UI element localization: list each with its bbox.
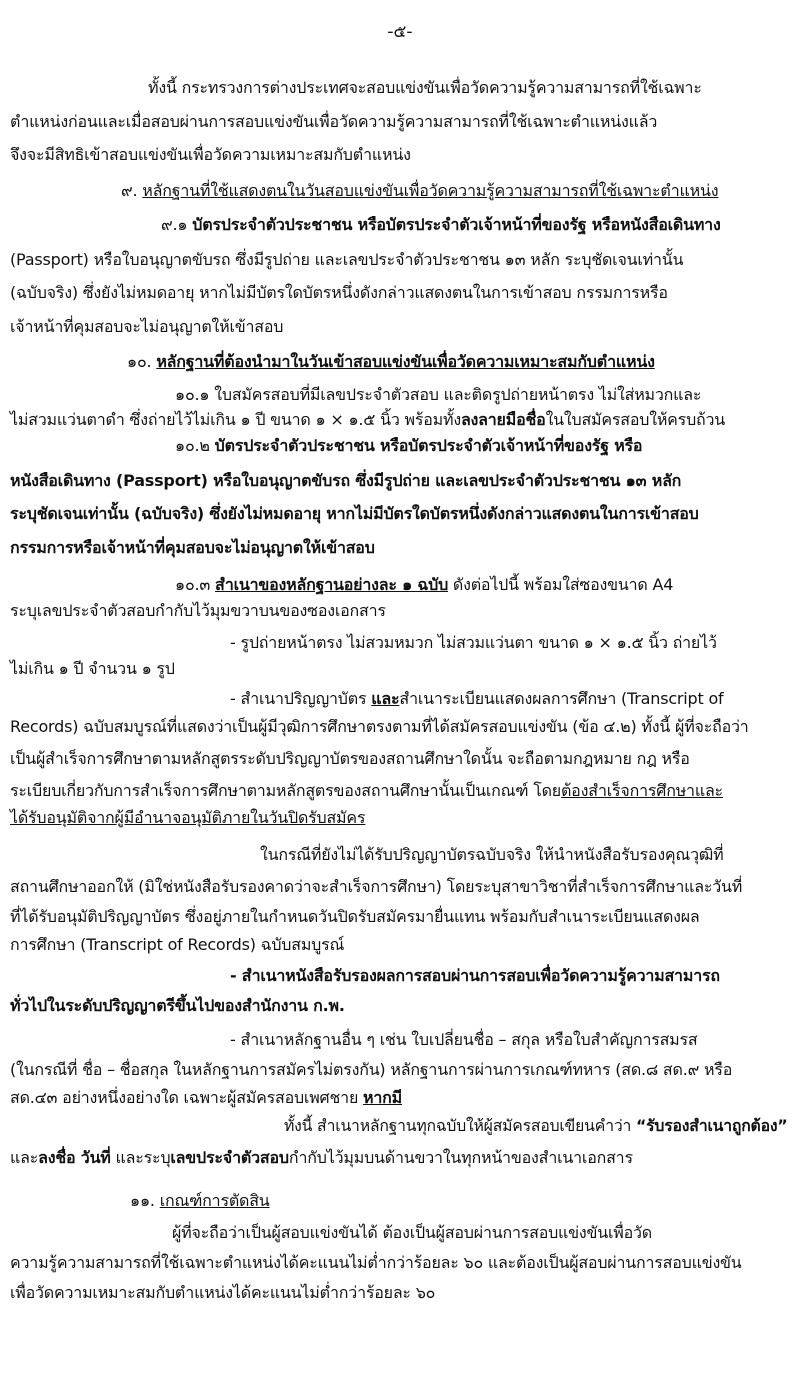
section10-item2-line: ระบุชัดเจนเท่านั้น (ฉบับจริง) ซึ่งยังไม่หมดอายุ หากไม่มีบัตรใดบัตรหนึ่งดังกล่าวแสดงตนในการเข้าสอบ — [10, 504, 699, 523]
intro-line: ทั้งนี้ กระทรวงการต่างประเทศจะสอบแข่งขันเพื่อวัดความรู้ความสามารถที่ใช้เฉพาะ — [148, 78, 702, 97]
certificate-line: สถานศึกษาออกให้ (มิใช่หนังสือรับรองคาดว่าจะสำเร็จการศึกษา) โดยระบุสาขาวิชาที่สำเร็จการศึกษาและวันที่ — [10, 877, 743, 896]
section11-line: เพื่อวัดความเหมาะสมกับตำแหน่งได้คะแนนไม่ต่ำกว่าร้อยละ ๖๐ — [10, 1283, 436, 1302]
section10-item1-number: ๑๐.๑ — [175, 385, 210, 404]
section10-item3 — [175, 574, 673, 596]
text-run: สำเนาระเบียนแสดงผลการศึกษา (Transcript of — [399, 689, 724, 708]
section9-title: หลักฐานที่ใช้แสดงตนในวันสอบแข่งขันเพื่อวัดความรู้ความสามารถที่ใช้เฉพาะตำแหน่ง — [142, 181, 719, 200]
intro-line: จึงจะมีสิทธิเข้าสอบแข่งขันเพื่อวัดความเหมาะสมกับตำแหน่ง — [10, 145, 411, 164]
ocsc-certificate-line2: ทั่วไปในระดับปริญญาตรีขึ้นไปของสำนักงาน ก.พ. — [10, 996, 345, 1015]
text-run: ในใบสมัครสอบให้ครบถ้วน — [545, 410, 726, 429]
section9-heading — [121, 180, 718, 202]
bold-run: ลงลายมือชื่อ — [460, 410, 546, 429]
certify-copy-line2 — [10, 1147, 633, 1169]
section10-title: หลักฐานที่ต้องนำมาในวันเข้าสอบแข่งขันเพื่อวัดความเหมาะสมกับตำแหน่ง — [156, 352, 655, 371]
section9-line: (ฉบับจริง) ซึ่งยังไม่หมดอายุ หากไม่มีบัตรใดบัตรหนึ่งดังกล่าวแสดงตนในการเข้าสอบ กรรมการหรือ — [10, 283, 668, 302]
section10-heading — [127, 351, 655, 373]
underlined-run: หากมี — [363, 1088, 402, 1107]
section10-item2 — [175, 435, 642, 457]
section10-item3-number: ๑๐.๓ — [175, 575, 211, 594]
text-run: ทั้งนี้ สำเนาหลักฐานทุกฉบับให้ผู้สมัครสอบเขียนคำว่า — [284, 1116, 636, 1135]
other-documents-line — [10, 1087, 402, 1109]
text-run: และระบุ — [110, 1148, 171, 1167]
photo-requirement-line2: ไม่เกิน ๑ ปี จำนวน ๑ รูป — [10, 659, 175, 678]
underlined-run: ต้องสำเร็จการศึกษาและ — [560, 781, 723, 800]
section11-line: ความรู้ความสามารถที่ใช้เฉพาะตำแหน่งได้คะแนนไม่ต่ำกว่าร้อยละ ๖๐ และต้องเป็นผู้สอบผ่านการสอบแข่งขัน — [10, 1253, 742, 1272]
bold-run: เลขประจำตัวสอบ — [170, 1148, 289, 1167]
degree-line: Records) ฉบับสมบูรณ์ที่แสดงว่าเป็นผู้มีวุฒิการศึกษาตรงตามที่ได้สมัครสอบแข่งขัน (ข้อ ๔.๒) ทั้งนี้ ผู้ที่จะถือว่า — [10, 717, 749, 736]
section10-item1-line2 — [10, 409, 725, 431]
section10-item3-line2: ระบุเลขประจำตัวสอบกำกับไว้มุมขวาบนของซองเอกสาร — [10, 601, 386, 620]
text-run: - สำเนาปริญญาบัตร — [230, 689, 372, 708]
degree-line — [10, 780, 723, 802]
text-run: สด.๔๓ อย่างหนึ่งอย่างใด เฉพาะผู้สมัครสอบเพศชาย — [10, 1088, 364, 1107]
section10-item2-line: กรรมการหรือเจ้าหน้าที่คุมสอบจะไม่อนุญาตให้เข้าสอบ — [10, 538, 375, 557]
degree-line: เป็นผู้สำเร็จการศึกษาตามหลักสูตรระดับปริญญาบัตรของสถานศึกษาใดนั้น จะถือตามกฎหมาย กฎ หรือ — [10, 749, 690, 768]
certificate-line: ในกรณีที่ยังไม่ได้รับปริญญาบัตรฉบับจริง ให้นำหนังสือรับรองคุณวุฒิที่ — [260, 845, 724, 864]
section9-line: เจ้าหน้าที่คุมสอบจะไม่อนุญาตให้เข้าสอบ — [10, 317, 284, 336]
section10-number: ๑๐. — [127, 352, 152, 371]
section10-item1 — [175, 384, 701, 406]
section11-number: ๑๑. — [130, 1191, 155, 1210]
section9-item1 — [161, 214, 721, 236]
text-run: กำกับไว้มุมบนด้านขวาในทุกหน้าของสำเนาเอกสาร — [288, 1148, 633, 1167]
degree-requirement — [230, 688, 724, 710]
text-run: ระเบียบเกี่ยวกับการสำเร็จการศึกษาตามหลักสูตรของสถานศึกษานั้นเป็นเกณฑ์ โดย — [10, 781, 561, 800]
text-run: ไม่สวมแว่นตาดำ ซึ่งถ่ายไว้ไม่เกิน ๑ ปี ขนาด ๑ × ๑.๕ นิ้ว พร้อมทั้ง — [10, 410, 461, 429]
certificate-line: การศึกษา (Transcript of Records) ฉบับสมบูรณ์ — [10, 935, 345, 954]
section11-title: เกณฑ์การตัดสิน — [159, 1191, 270, 1210]
section10-item2-text: บัตรประจำตัวประชาชน หรือบัตรประจำตัวเจ้าหน้าที่ของรัฐ หรือ — [214, 436, 643, 455]
ocsc-certificate-line: - สำเนาหนังสือรับรองผลการสอบผ่านการสอบเพื่อวัดความรู้ความสามารถ — [230, 966, 720, 985]
other-documents-line: - สำเนาหลักฐานอื่น ๆ เช่น ใบเปลี่ยนชื่อ – สกุล หรือใบสำคัญการสมรส — [230, 1030, 698, 1049]
text-run: และ — [10, 1148, 39, 1167]
section10-item3-title: สำเนาของหลักฐานอย่างละ ๑ ฉบับ — [215, 575, 449, 594]
section11-heading — [130, 1190, 270, 1212]
bold-run: ลงชื่อ วันที่ — [38, 1148, 111, 1167]
section10-item2-line: หนังสือเดินทาง (Passport) หรือใบอนุญาตขับรถ ซึ่งมีรูปถ่าย และเลขประจำตัวประชาชน ๑๓ หลัก — [10, 471, 682, 490]
section10-item1-text: ใบสมัครสอบที่มีเลขประจำตัวสอบ และติดรูปถ่ายหน้าตรง ไม่ใส่หมวกและ — [214, 385, 702, 404]
section10-item2-number: ๑๐.๒ — [175, 436, 210, 455]
section9-number: ๙. — [121, 181, 138, 200]
bold-run: “รับรองสำเนาถูกต้อง” — [636, 1116, 788, 1135]
section10-item3-text: ดังต่อไปนี้ พร้อมใส่ซองขนาด A4 — [452, 575, 674, 594]
section11-line: ผู้ที่จะถือว่าเป็นผู้สอบแข่งขันได้ ต้องเป็นผู้สอบผ่านการสอบแข่งขันเพื่อวัด — [172, 1223, 652, 1242]
section9-item1-number: ๙.๑ — [161, 215, 188, 234]
intro-line: ตำแหน่งก่อนและเมื่อสอบผ่านการสอบแข่งขันเพื่อวัดความรู้ความสามารถที่ใช้เฉพาะตำแหน่งแล้ว — [10, 112, 658, 131]
photo-requirement: - รูปถ่ายหน้าตรง ไม่สวมหมวก ไม่สวมแว่นตา ขนาด ๑ × ๑.๕ นิ้ว ถ่ายไว้ — [230, 633, 717, 652]
section9-line: (Passport) หรือใบอนุญาตขับรถ ซึ่งมีรูปถ่าย และเลขประจำตัวประชาชน ๑๓ หลัก ระบุชัดเจนเท่านั้น — [10, 250, 684, 269]
section9-item1-text: บัตรประจำตัวประชาชน หรือบัตรประจำตัวเจ้าหน้าที่ของรัฐ หรือหนังสือเดินทาง — [192, 215, 721, 234]
underlined-run: และ — [371, 689, 400, 708]
page-number: -๕- — [387, 22, 413, 42]
other-documents-line: (ในกรณีที่ ชื่อ – ชื่อสกุล ในหลักฐานการสมัครไม่ตรงกัน) หลักฐานการผ่านการเกณฑ์ทหาร (สด.๘ สด.๙ หรือ — [10, 1060, 733, 1079]
certify-copy-line — [284, 1115, 787, 1137]
degree-line: ได้รับอนุมัติจากผู้มีอำนาจอนุมัติภายในวันปิดรับสมัคร — [10, 808, 366, 827]
certificate-line: ที่ได้รับอนุมัติปริญญาบัตร ซึ่งอยู่ภายในกำหนดวันปิดรับสมัครมายื่นแทน พร้อมกับสำเนาระเบียนแสดงผล — [10, 907, 700, 926]
